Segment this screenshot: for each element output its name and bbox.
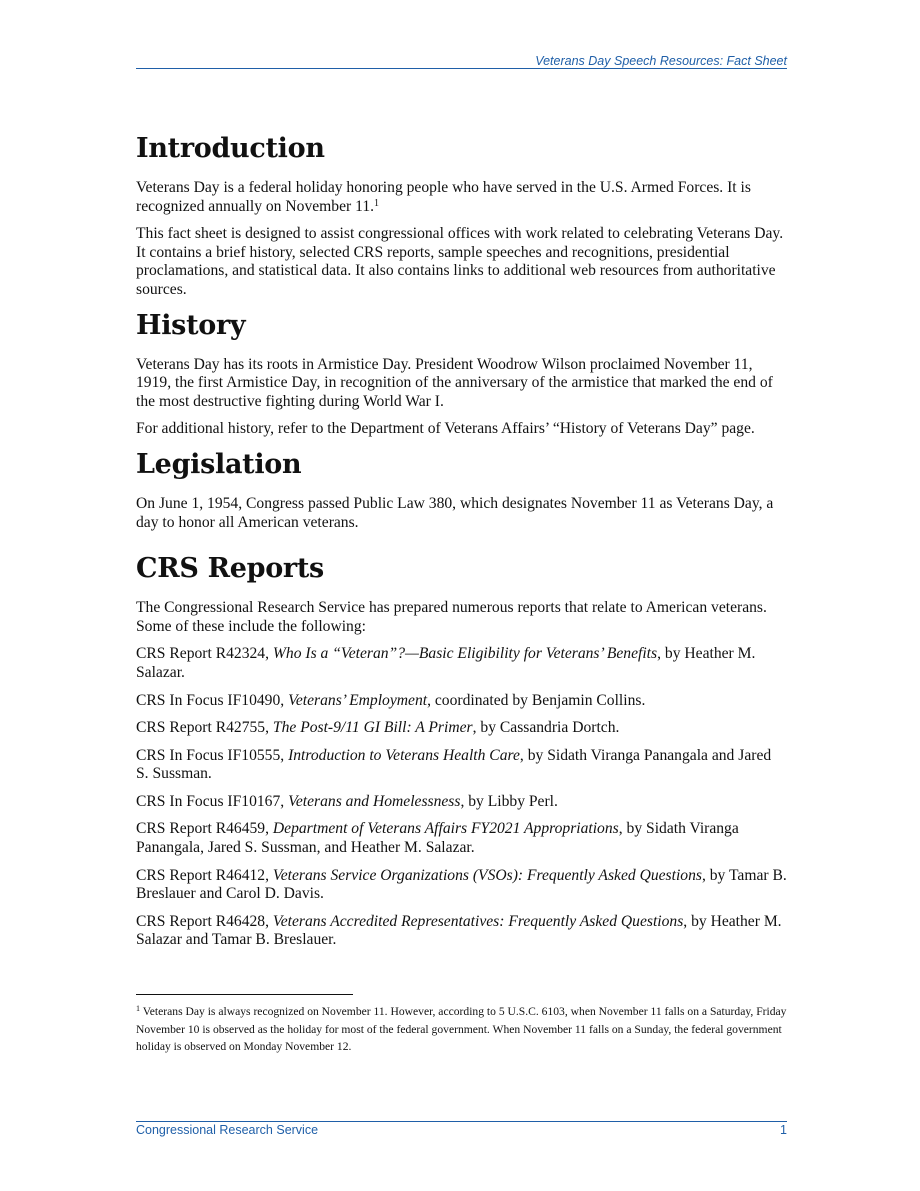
footer-rule: [136, 1121, 787, 1122]
report-item: [136, 645, 787, 682]
report-id: CRS In Focus IF10555,: [136, 746, 289, 764]
report-title-link[interactable]: Who Is a “Veteran”?—Basic Eligibility for Veterans’ Benefits: [272, 645, 658, 663]
page-number: 1: [780, 1123, 787, 1137]
report-title-link[interactable]: Veterans’ Employment: [288, 691, 428, 709]
introduction-paragraph-2: This fact sheet is designed to assist congressional offices with work related to celebrating Veterans Day. It contains a brief history, selected CRS reports, sample speeches and recognitions, presidential proclamations, and statistical data. It also contains links to additional web resources from authoritative sources.: [136, 225, 784, 298]
running-header-title: Veterans Day Speech Resources: Fact Sheet: [535, 54, 787, 68]
footer-organization: Congressional Research Service: [136, 1123, 319, 1137]
section-crs-reports: [136, 552, 787, 950]
report-authors: , by Sidath Viranga Panangala and Jared S. Sussman.: [136, 746, 772, 783]
report-id: CRS Report R42324,: [136, 645, 273, 663]
report-authors: , by Libby Perl.: [460, 792, 558, 810]
report-authors: , by Heather M. Salazar.: [136, 645, 756, 681]
header-rule: [136, 68, 787, 69]
introduction-paragraph-1-text: Veterans Day is a federal holiday honoring people who have served in the U.S. Armed Forces. It is recognized annually on November 11.: [136, 179, 751, 215]
report-item: [136, 747, 787, 784]
section-legislation: [136, 448, 787, 532]
report-title-link[interactable]: Introduction to Veterans Health Care: [288, 746, 520, 764]
crs-reports-intro: The Congressional Research Service has prepared numerous reports that relate to American veterans. Some of these include the following:: [136, 599, 767, 635]
report-id: CRS Report R46412,: [136, 866, 273, 884]
report-title-link[interactable]: Department of Veterans Affairs FY2021 Appropriations: [272, 820, 619, 838]
report-id: CRS Report R46459,: [136, 820, 273, 838]
legislation-paragraph-1: On June 1, 1954, Congress passed Public Law 380, which designates November 11 as Veterans Day, a day to honor all American veterans.: [136, 494, 774, 531]
heading-introduction: Introduction: [136, 133, 325, 164]
report-id: CRS Report R46428,: [136, 912, 273, 930]
page-body: [136, 132, 787, 959]
section-history: [136, 309, 787, 439]
report-authors: , coordinated by Benjamin Collins.: [427, 691, 646, 709]
report-id: CRS In Focus IF10167,: [136, 792, 289, 810]
footnote-text: Veterans Day is always recognized on November 11. However, according to 5 U.S.C. 6103, when November 11 falls on a Saturday, Friday November 10 is observed as the holiday for most of the federal government. When November 11 falls on a Sunday, the federal government holiday is observed on Monday November 12.: [136, 1005, 787, 1053]
report-title-link[interactable]: Veterans Service Organizations (VSOs): Frequently Asked Questions: [272, 866, 702, 884]
report-authors: , by Sidath Viranga Panangala, Jared S. Sussman, and Heather M. Salazar.: [136, 820, 739, 857]
heading-legislation: Legislation: [136, 448, 302, 480]
report-item: [136, 913, 787, 950]
report-item: [136, 793, 787, 812]
report-title-link[interactable]: Veterans and Homelessness: [288, 792, 461, 810]
report-title-link[interactable]: Veterans Accredited Representatives: Frequently Asked Questions: [272, 912, 684, 930]
history-paragraph-2: For additional history, refer to the Department of Veterans Affairs’ “History of Veterans Day” page.: [136, 420, 755, 438]
report-id: CRS Report R42755,: [136, 719, 273, 737]
report-item: [136, 820, 787, 857]
report-item: [136, 719, 787, 738]
footnote-reference[interactable]: 1: [374, 197, 380, 209]
report-authors: , by Tamar B. Breslauer and Carol D. Davis.: [136, 866, 787, 903]
report-id: CRS In Focus IF10490,: [136, 691, 289, 709]
section-introduction: [136, 132, 787, 300]
report-item: [136, 867, 787, 904]
introduction-paragraph-1: [136, 179, 787, 216]
heading-history: History: [136, 309, 246, 341]
report-item: [136, 692, 787, 711]
report-authors: , by Heather M. Salazar and Tamar B. Breslauer.: [136, 912, 782, 949]
footnote-number: 1: [136, 1004, 140, 1013]
heading-crs-reports: CRS Reports: [136, 553, 324, 585]
report-title-link[interactable]: The Post-9/11 GI Bill: A Primer: [272, 719, 473, 737]
footnote: [136, 1003, 787, 1056]
history-paragraph-1: Veterans Day has its roots in Armistice Day. President Woodrow Wilson proclaimed November 11, 1919, the first Armistice Day, in recognition of the anniversary of the armistice that marked the end of the most destructive fighting during World War I.: [136, 355, 773, 410]
report-authors: , by Cassandria Dortch.: [472, 719, 620, 737]
footnote-rule: [136, 994, 353, 995]
